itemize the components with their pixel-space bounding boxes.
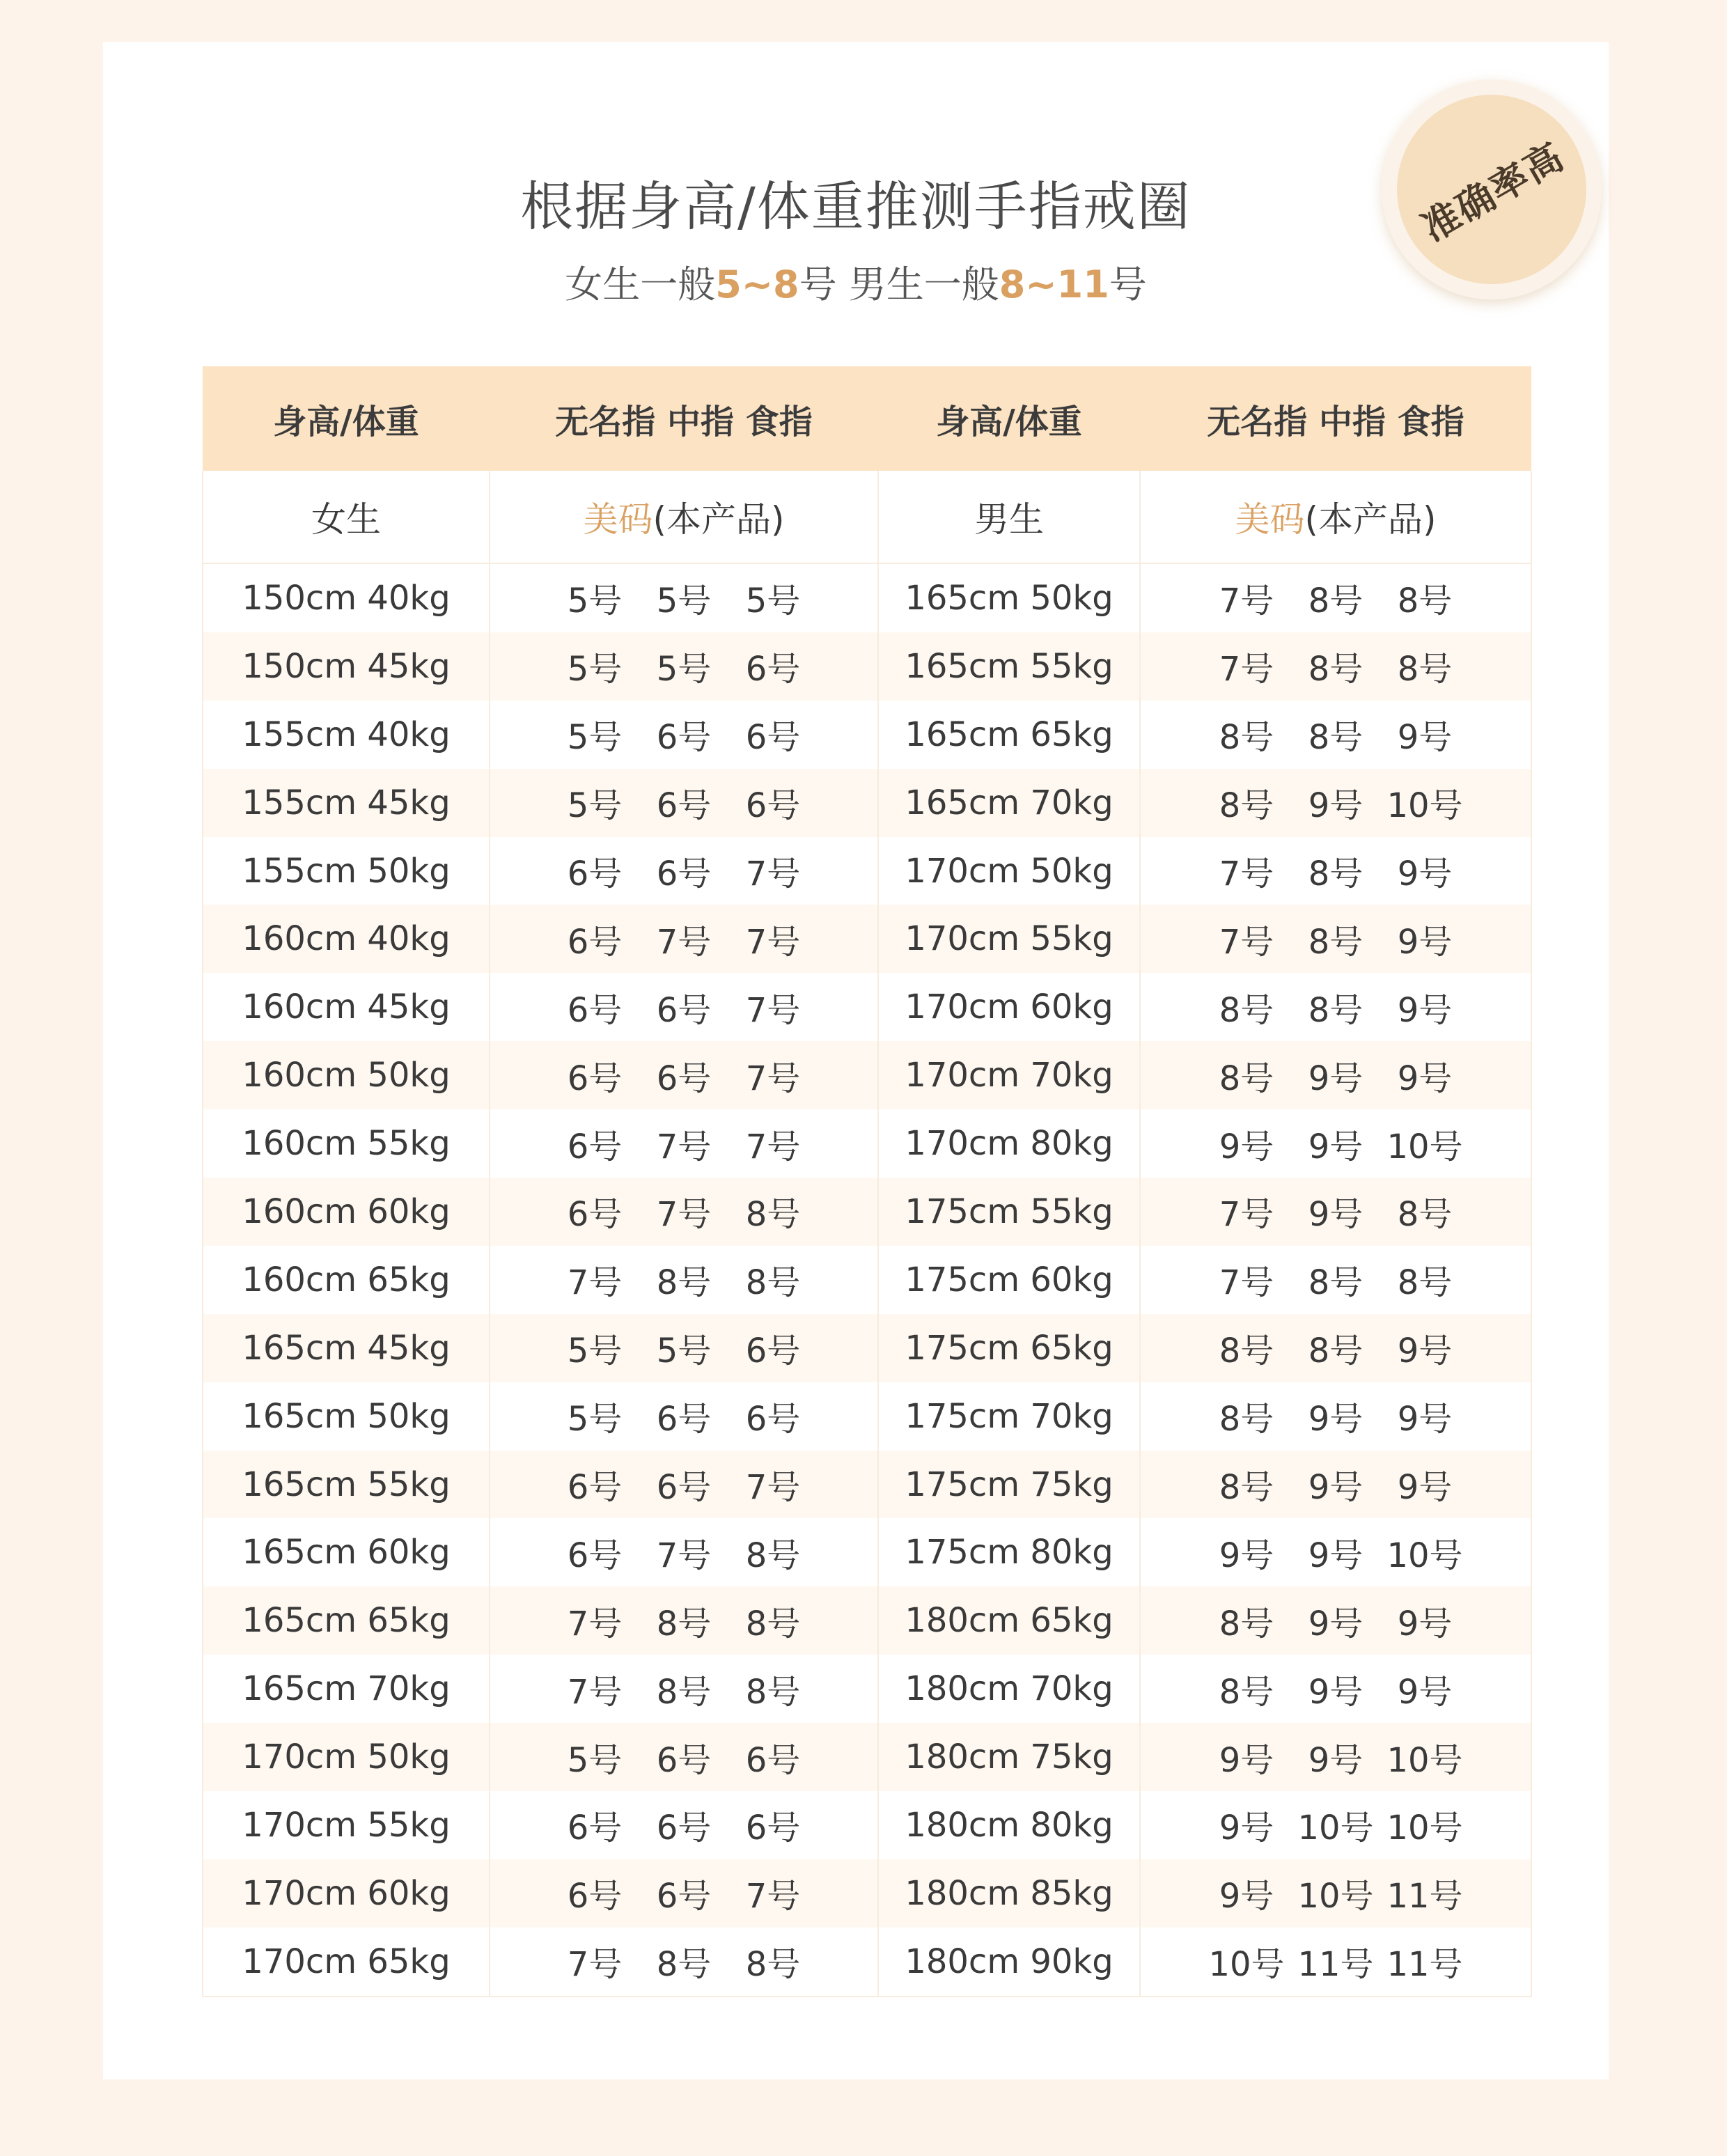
table-row bbox=[203, 1246, 1531, 1314]
size-value: 5号 bbox=[567, 650, 623, 689]
size-value: 8号 bbox=[1397, 650, 1453, 689]
size-value: 7号 bbox=[1219, 1195, 1274, 1235]
male-height-weight: 165cm 70kg bbox=[878, 769, 1140, 837]
size-value: 6号 bbox=[567, 1127, 623, 1166]
male-height-weight: 180cm 85kg bbox=[878, 1859, 1140, 1928]
size-value: 9号 bbox=[1219, 1740, 1274, 1780]
size-value: 8号 bbox=[1397, 1263, 1453, 1303]
size-value: 9号 bbox=[1308, 1468, 1363, 1508]
size-value: 5号 bbox=[656, 650, 712, 689]
size-value: 5号 bbox=[656, 1331, 712, 1371]
male-ring-sizes bbox=[1140, 769, 1531, 837]
size-value: 9号 bbox=[1308, 1195, 1363, 1235]
female-height-weight: 165cm 45kg bbox=[203, 1314, 490, 1382]
size-value: 7号 bbox=[745, 854, 801, 893]
size-value: 11号 bbox=[1386, 1945, 1463, 1985]
size-chart-card bbox=[103, 42, 1609, 2079]
size-value: 7号 bbox=[745, 1468, 801, 1508]
female-height-weight: 155cm 45kg bbox=[203, 769, 490, 837]
size-value: 7号 bbox=[745, 990, 801, 1030]
size-value: 6号 bbox=[745, 718, 801, 758]
table-row bbox=[203, 701, 1531, 769]
size-value: 7号 bbox=[567, 1945, 623, 1985]
size-value: 6号 bbox=[567, 1536, 623, 1575]
female-height-weight: 155cm 40kg bbox=[203, 701, 490, 769]
size-value: 6号 bbox=[656, 718, 712, 758]
size-value: 6号 bbox=[567, 1468, 623, 1508]
size-value: 9号 bbox=[1397, 1672, 1453, 1712]
female-ring-sizes bbox=[490, 1246, 878, 1314]
size-value: 5号 bbox=[745, 581, 801, 621]
size-value: 7号 bbox=[1219, 922, 1274, 962]
male-height-weight: 175cm 55kg bbox=[878, 1178, 1140, 1246]
size-value: 7号 bbox=[745, 1059, 801, 1098]
size-value: 5号 bbox=[567, 581, 623, 621]
female-ring-sizes bbox=[490, 1041, 878, 1109]
subheader-male: 男生 bbox=[878, 471, 1140, 563]
size-value: 7号 bbox=[567, 1604, 623, 1643]
male-ring-sizes bbox=[1140, 1723, 1531, 1791]
male-height-weight: 175cm 65kg bbox=[878, 1314, 1140, 1382]
size-value: 6号 bbox=[656, 1877, 712, 1916]
size-value: 8号 bbox=[745, 1195, 801, 1235]
female-height-weight: 165cm 55kg bbox=[203, 1451, 490, 1519]
size-value: 9号 bbox=[1397, 922, 1453, 962]
size-value: 10号 bbox=[1386, 1740, 1463, 1780]
female-ring-sizes bbox=[490, 1586, 878, 1655]
table-row bbox=[203, 905, 1531, 973]
female-height-weight: 155cm 50kg bbox=[203, 837, 490, 905]
female-ring-sizes bbox=[490, 1723, 878, 1791]
male-height-weight: 170cm 70kg bbox=[878, 1041, 1140, 1109]
female-ring-sizes bbox=[490, 769, 878, 837]
male-height-weight: 170cm 55kg bbox=[878, 905, 1140, 973]
size-value: 6号 bbox=[745, 1331, 801, 1371]
size-value: 7号 bbox=[656, 1536, 712, 1575]
size-value: 8号 bbox=[1308, 581, 1363, 621]
size-value: 8号 bbox=[1308, 990, 1363, 1030]
female-height-weight: 165cm 70kg bbox=[203, 1655, 490, 1723]
table-row bbox=[203, 1109, 1531, 1178]
size-value: 9号 bbox=[1397, 1331, 1453, 1371]
size-value: 7号 bbox=[745, 1127, 801, 1166]
size-value: 8号 bbox=[745, 1672, 801, 1712]
table-row bbox=[203, 1041, 1531, 1109]
male-range-value: 8~11 bbox=[999, 263, 1109, 306]
size-value: 8号 bbox=[1219, 1331, 1274, 1371]
female-height-weight: 150cm 40kg bbox=[203, 563, 490, 632]
male-height-weight: 165cm 65kg bbox=[878, 701, 1140, 769]
size-value: 8号 bbox=[656, 1263, 712, 1303]
size-value: 8号 bbox=[1219, 1468, 1274, 1508]
size-value: 10号 bbox=[1386, 1127, 1463, 1166]
female-ring-sizes bbox=[490, 1314, 878, 1382]
table-row bbox=[203, 1314, 1531, 1382]
this-product-label: (本产品) bbox=[652, 499, 785, 540]
female-height-weight: 165cm 60kg bbox=[203, 1518, 490, 1586]
female-height-weight: 160cm 55kg bbox=[203, 1109, 490, 1178]
size-value: 10号 bbox=[1297, 1809, 1374, 1848]
male-ring-sizes bbox=[1140, 1178, 1531, 1246]
female-ring-sizes bbox=[490, 701, 878, 769]
size-value: 6号 bbox=[567, 922, 623, 962]
size-value: 9号 bbox=[1308, 786, 1363, 826]
size-value: 9号 bbox=[1219, 1809, 1274, 1848]
size-value: 8号 bbox=[656, 1672, 712, 1712]
table-row bbox=[203, 1723, 1531, 1791]
size-value: 9号 bbox=[1397, 1400, 1453, 1439]
table-row bbox=[203, 1586, 1531, 1655]
female-ring-sizes bbox=[490, 1859, 878, 1928]
size-value: 7号 bbox=[745, 922, 801, 962]
size-value: 8号 bbox=[1308, 854, 1363, 893]
us-size-label: 美码 bbox=[583, 499, 653, 540]
male-height-weight: 175cm 75kg bbox=[878, 1451, 1140, 1519]
male-ring-sizes bbox=[1140, 973, 1531, 1041]
accuracy-badge-label: 准确率高 bbox=[1414, 134, 1572, 250]
header-female-height-weight: 身高/体重 bbox=[203, 366, 490, 471]
female-height-weight: 170cm 50kg bbox=[203, 1723, 490, 1791]
size-value: 9号 bbox=[1397, 854, 1453, 893]
size-value: 9号 bbox=[1219, 1127, 1274, 1166]
size-value: 9号 bbox=[1308, 1059, 1363, 1098]
size-value: 5号 bbox=[567, 1740, 623, 1780]
male-ring-sizes bbox=[1140, 1655, 1531, 1723]
male-ring-sizes bbox=[1140, 1246, 1531, 1314]
size-value: 10号 bbox=[1297, 1877, 1374, 1916]
table-row bbox=[203, 769, 1531, 837]
size-value: 6号 bbox=[656, 854, 712, 893]
size-value: 8号 bbox=[1308, 922, 1363, 962]
size-value: 10号 bbox=[1208, 1945, 1285, 1985]
male-height-weight: 180cm 90kg bbox=[878, 1928, 1140, 1997]
male-ring-sizes bbox=[1140, 1518, 1531, 1586]
size-value: 6号 bbox=[745, 786, 801, 826]
male-height-weight: 175cm 60kg bbox=[878, 1246, 1140, 1314]
size-value: 9号 bbox=[1308, 1400, 1363, 1439]
female-ring-sizes bbox=[490, 1178, 878, 1246]
size-value: 5号 bbox=[567, 718, 623, 758]
size-value: 9号 bbox=[1308, 1740, 1363, 1780]
size-value: 6号 bbox=[567, 854, 623, 893]
size-value: 10号 bbox=[1386, 1536, 1463, 1575]
female-height-weight: 165cm 50kg bbox=[203, 1382, 490, 1451]
male-ring-sizes bbox=[1140, 1859, 1531, 1928]
size-value: 6号 bbox=[567, 1059, 623, 1098]
size-value: 9号 bbox=[1308, 1127, 1363, 1166]
size-value: 10号 bbox=[1386, 1809, 1463, 1848]
header-female-fingers: 无名指 中指 食指 bbox=[490, 366, 878, 471]
size-value: 10号 bbox=[1386, 786, 1463, 826]
size-value: 7号 bbox=[1219, 854, 1274, 893]
female-height-weight: 160cm 40kg bbox=[203, 905, 490, 973]
size-value: 7号 bbox=[1219, 581, 1274, 621]
male-height-weight: 175cm 80kg bbox=[878, 1518, 1140, 1586]
size-value: 6号 bbox=[656, 786, 712, 826]
size-value: 9号 bbox=[1397, 1604, 1453, 1643]
female-height-weight: 160cm 65kg bbox=[203, 1246, 490, 1314]
size-value: 6号 bbox=[656, 1400, 712, 1439]
female-height-weight: 160cm 50kg bbox=[203, 1041, 490, 1109]
table-row bbox=[203, 1451, 1531, 1519]
female-height-weight: 165cm 65kg bbox=[203, 1586, 490, 1655]
female-ring-sizes bbox=[490, 563, 878, 632]
size-value: 8号 bbox=[1219, 786, 1274, 826]
male-height-weight: 180cm 70kg bbox=[878, 1655, 1140, 1723]
size-value: 9号 bbox=[1308, 1672, 1363, 1712]
male-range-prefix: 男生一般 bbox=[848, 263, 999, 306]
table-row bbox=[203, 1655, 1531, 1723]
male-ring-sizes bbox=[1140, 632, 1531, 701]
male-height-weight: 165cm 55kg bbox=[878, 632, 1140, 701]
female-height-weight: 170cm 65kg bbox=[203, 1928, 490, 1997]
size-value: 6号 bbox=[745, 1740, 801, 1780]
size-value: 8号 bbox=[1308, 1263, 1363, 1303]
size-value: 8号 bbox=[745, 1536, 801, 1575]
male-ring-sizes bbox=[1140, 1451, 1531, 1519]
size-value: 5号 bbox=[656, 581, 712, 621]
table-row bbox=[203, 563, 1531, 632]
size-value: 6号 bbox=[745, 650, 801, 689]
size-value: 9号 bbox=[1397, 1059, 1453, 1098]
size-value: 6号 bbox=[656, 1468, 712, 1508]
table-row bbox=[203, 1859, 1531, 1928]
male-ring-sizes bbox=[1140, 1928, 1531, 1997]
size-value: 7号 bbox=[745, 1877, 801, 1916]
size-value: 7号 bbox=[1219, 650, 1274, 689]
male-height-weight: 170cm 60kg bbox=[878, 973, 1140, 1041]
size-value: 8号 bbox=[656, 1604, 712, 1643]
size-value: 8号 bbox=[745, 1263, 801, 1303]
size-value: 8号 bbox=[1219, 1059, 1274, 1098]
size-value: 7号 bbox=[656, 1127, 712, 1166]
size-value: 7号 bbox=[656, 922, 712, 962]
female-height-weight: 170cm 55kg bbox=[203, 1791, 490, 1859]
female-ring-sizes bbox=[490, 1518, 878, 1586]
table-row bbox=[203, 632, 1531, 701]
male-ring-sizes bbox=[1140, 1791, 1531, 1859]
header-male-fingers: 无名指 中指 食指 bbox=[1140, 366, 1531, 471]
subheader-female: 女生 bbox=[203, 471, 490, 563]
this-product-label: (本产品) bbox=[1304, 499, 1437, 540]
size-value: 7号 bbox=[656, 1195, 712, 1235]
male-height-weight: 165cm 50kg bbox=[878, 563, 1140, 632]
size-value: 6号 bbox=[567, 1809, 623, 1848]
female-height-weight: 150cm 45kg bbox=[203, 632, 490, 701]
size-value: 6号 bbox=[567, 990, 623, 1030]
size-value: 6号 bbox=[656, 990, 712, 1030]
female-range-suffix: 号 bbox=[799, 263, 837, 306]
male-height-weight: 170cm 50kg bbox=[878, 837, 1140, 905]
size-value: 9号 bbox=[1219, 1877, 1274, 1916]
female-range-prefix: 女生一般 bbox=[565, 263, 716, 306]
female-height-weight: 160cm 45kg bbox=[203, 973, 490, 1041]
table-row bbox=[203, 1518, 1531, 1586]
size-value: 9号 bbox=[1219, 1536, 1274, 1575]
male-ring-sizes bbox=[1140, 1109, 1531, 1178]
size-value: 8号 bbox=[1308, 718, 1363, 758]
table-row bbox=[203, 973, 1531, 1041]
size-value: 8号 bbox=[656, 1945, 712, 1985]
size-value: 8号 bbox=[745, 1945, 801, 1985]
subheader-male-size bbox=[1140, 471, 1531, 563]
female-height-weight: 170cm 60kg bbox=[203, 1859, 490, 1928]
size-value: 11号 bbox=[1386, 1877, 1463, 1916]
male-ring-sizes bbox=[1140, 837, 1531, 905]
table-row bbox=[203, 1791, 1531, 1859]
size-value: 8号 bbox=[1219, 1672, 1274, 1712]
ring-size-table bbox=[202, 366, 1532, 1997]
size-value: 7号 bbox=[567, 1672, 623, 1712]
size-value: 9号 bbox=[1308, 1604, 1363, 1643]
male-height-weight: 180cm 65kg bbox=[878, 1586, 1140, 1655]
female-ring-sizes bbox=[490, 837, 878, 905]
male-ring-sizes bbox=[1140, 905, 1531, 973]
size-value: 6号 bbox=[656, 1740, 712, 1780]
table-row bbox=[203, 837, 1531, 905]
size-value: 5号 bbox=[567, 786, 623, 826]
size-value: 8号 bbox=[745, 1604, 801, 1643]
page-subtitle bbox=[103, 255, 1609, 308]
size-value: 11号 bbox=[1297, 1945, 1374, 1985]
table-row bbox=[203, 1928, 1531, 1997]
male-ring-sizes bbox=[1140, 1041, 1531, 1109]
table-row bbox=[203, 1382, 1531, 1451]
size-value: 6号 bbox=[745, 1809, 801, 1848]
size-value: 6号 bbox=[567, 1195, 623, 1235]
male-ring-sizes bbox=[1140, 563, 1531, 632]
size-value: 6号 bbox=[656, 1809, 712, 1848]
size-value: 9号 bbox=[1397, 990, 1453, 1030]
size-value: 8号 bbox=[1397, 1195, 1453, 1235]
size-value: 8号 bbox=[1308, 650, 1363, 689]
male-height-weight: 170cm 80kg bbox=[878, 1109, 1140, 1178]
female-ring-sizes bbox=[490, 973, 878, 1041]
male-height-weight: 180cm 75kg bbox=[878, 1723, 1140, 1791]
size-value: 6号 bbox=[745, 1400, 801, 1439]
size-value: 8号 bbox=[1219, 1604, 1274, 1643]
male-height-weight: 175cm 70kg bbox=[878, 1382, 1140, 1451]
female-ring-sizes bbox=[490, 632, 878, 701]
male-ring-sizes bbox=[1140, 1382, 1531, 1451]
size-value: 8号 bbox=[1219, 718, 1274, 758]
us-size-label: 美码 bbox=[1235, 499, 1305, 540]
size-value: 8号 bbox=[1219, 990, 1274, 1030]
size-value: 8号 bbox=[1219, 1400, 1274, 1439]
table-subheader-row bbox=[203, 471, 1531, 563]
size-value: 6号 bbox=[567, 1877, 623, 1916]
female-range-value: 5~8 bbox=[715, 263, 799, 306]
female-ring-sizes bbox=[490, 1109, 878, 1178]
female-ring-sizes bbox=[490, 1382, 878, 1451]
size-value: 9号 bbox=[1397, 1468, 1453, 1508]
size-value: 5号 bbox=[567, 1331, 623, 1371]
size-value: 5号 bbox=[567, 1400, 623, 1439]
female-ring-sizes bbox=[490, 905, 878, 973]
size-value: 9号 bbox=[1397, 718, 1453, 758]
female-ring-sizes bbox=[490, 1451, 878, 1519]
male-range-suffix: 号 bbox=[1109, 263, 1147, 306]
size-value: 8号 bbox=[1308, 1331, 1363, 1371]
size-value: 6号 bbox=[656, 1059, 712, 1098]
table-row bbox=[203, 1178, 1531, 1246]
female-height-weight: 160cm 60kg bbox=[203, 1178, 490, 1246]
size-value: 8号 bbox=[1397, 581, 1453, 621]
female-ring-sizes bbox=[490, 1928, 878, 1997]
female-ring-sizes bbox=[490, 1655, 878, 1723]
table-header-row bbox=[203, 366, 1531, 471]
header-male-height-weight: 身高/体重 bbox=[878, 366, 1140, 471]
male-ring-sizes bbox=[1140, 1314, 1531, 1382]
size-value: 7号 bbox=[1219, 1263, 1274, 1303]
male-height-weight: 180cm 80kg bbox=[878, 1791, 1140, 1859]
male-ring-sizes bbox=[1140, 701, 1531, 769]
page-title: 根据身高/体重推测手指戒圈 bbox=[520, 175, 1191, 237]
male-ring-sizes bbox=[1140, 1586, 1531, 1655]
female-ring-sizes bbox=[490, 1791, 878, 1859]
size-value: 9号 bbox=[1308, 1536, 1363, 1575]
subheader-female-size bbox=[490, 471, 878, 563]
size-value: 7号 bbox=[567, 1263, 623, 1303]
